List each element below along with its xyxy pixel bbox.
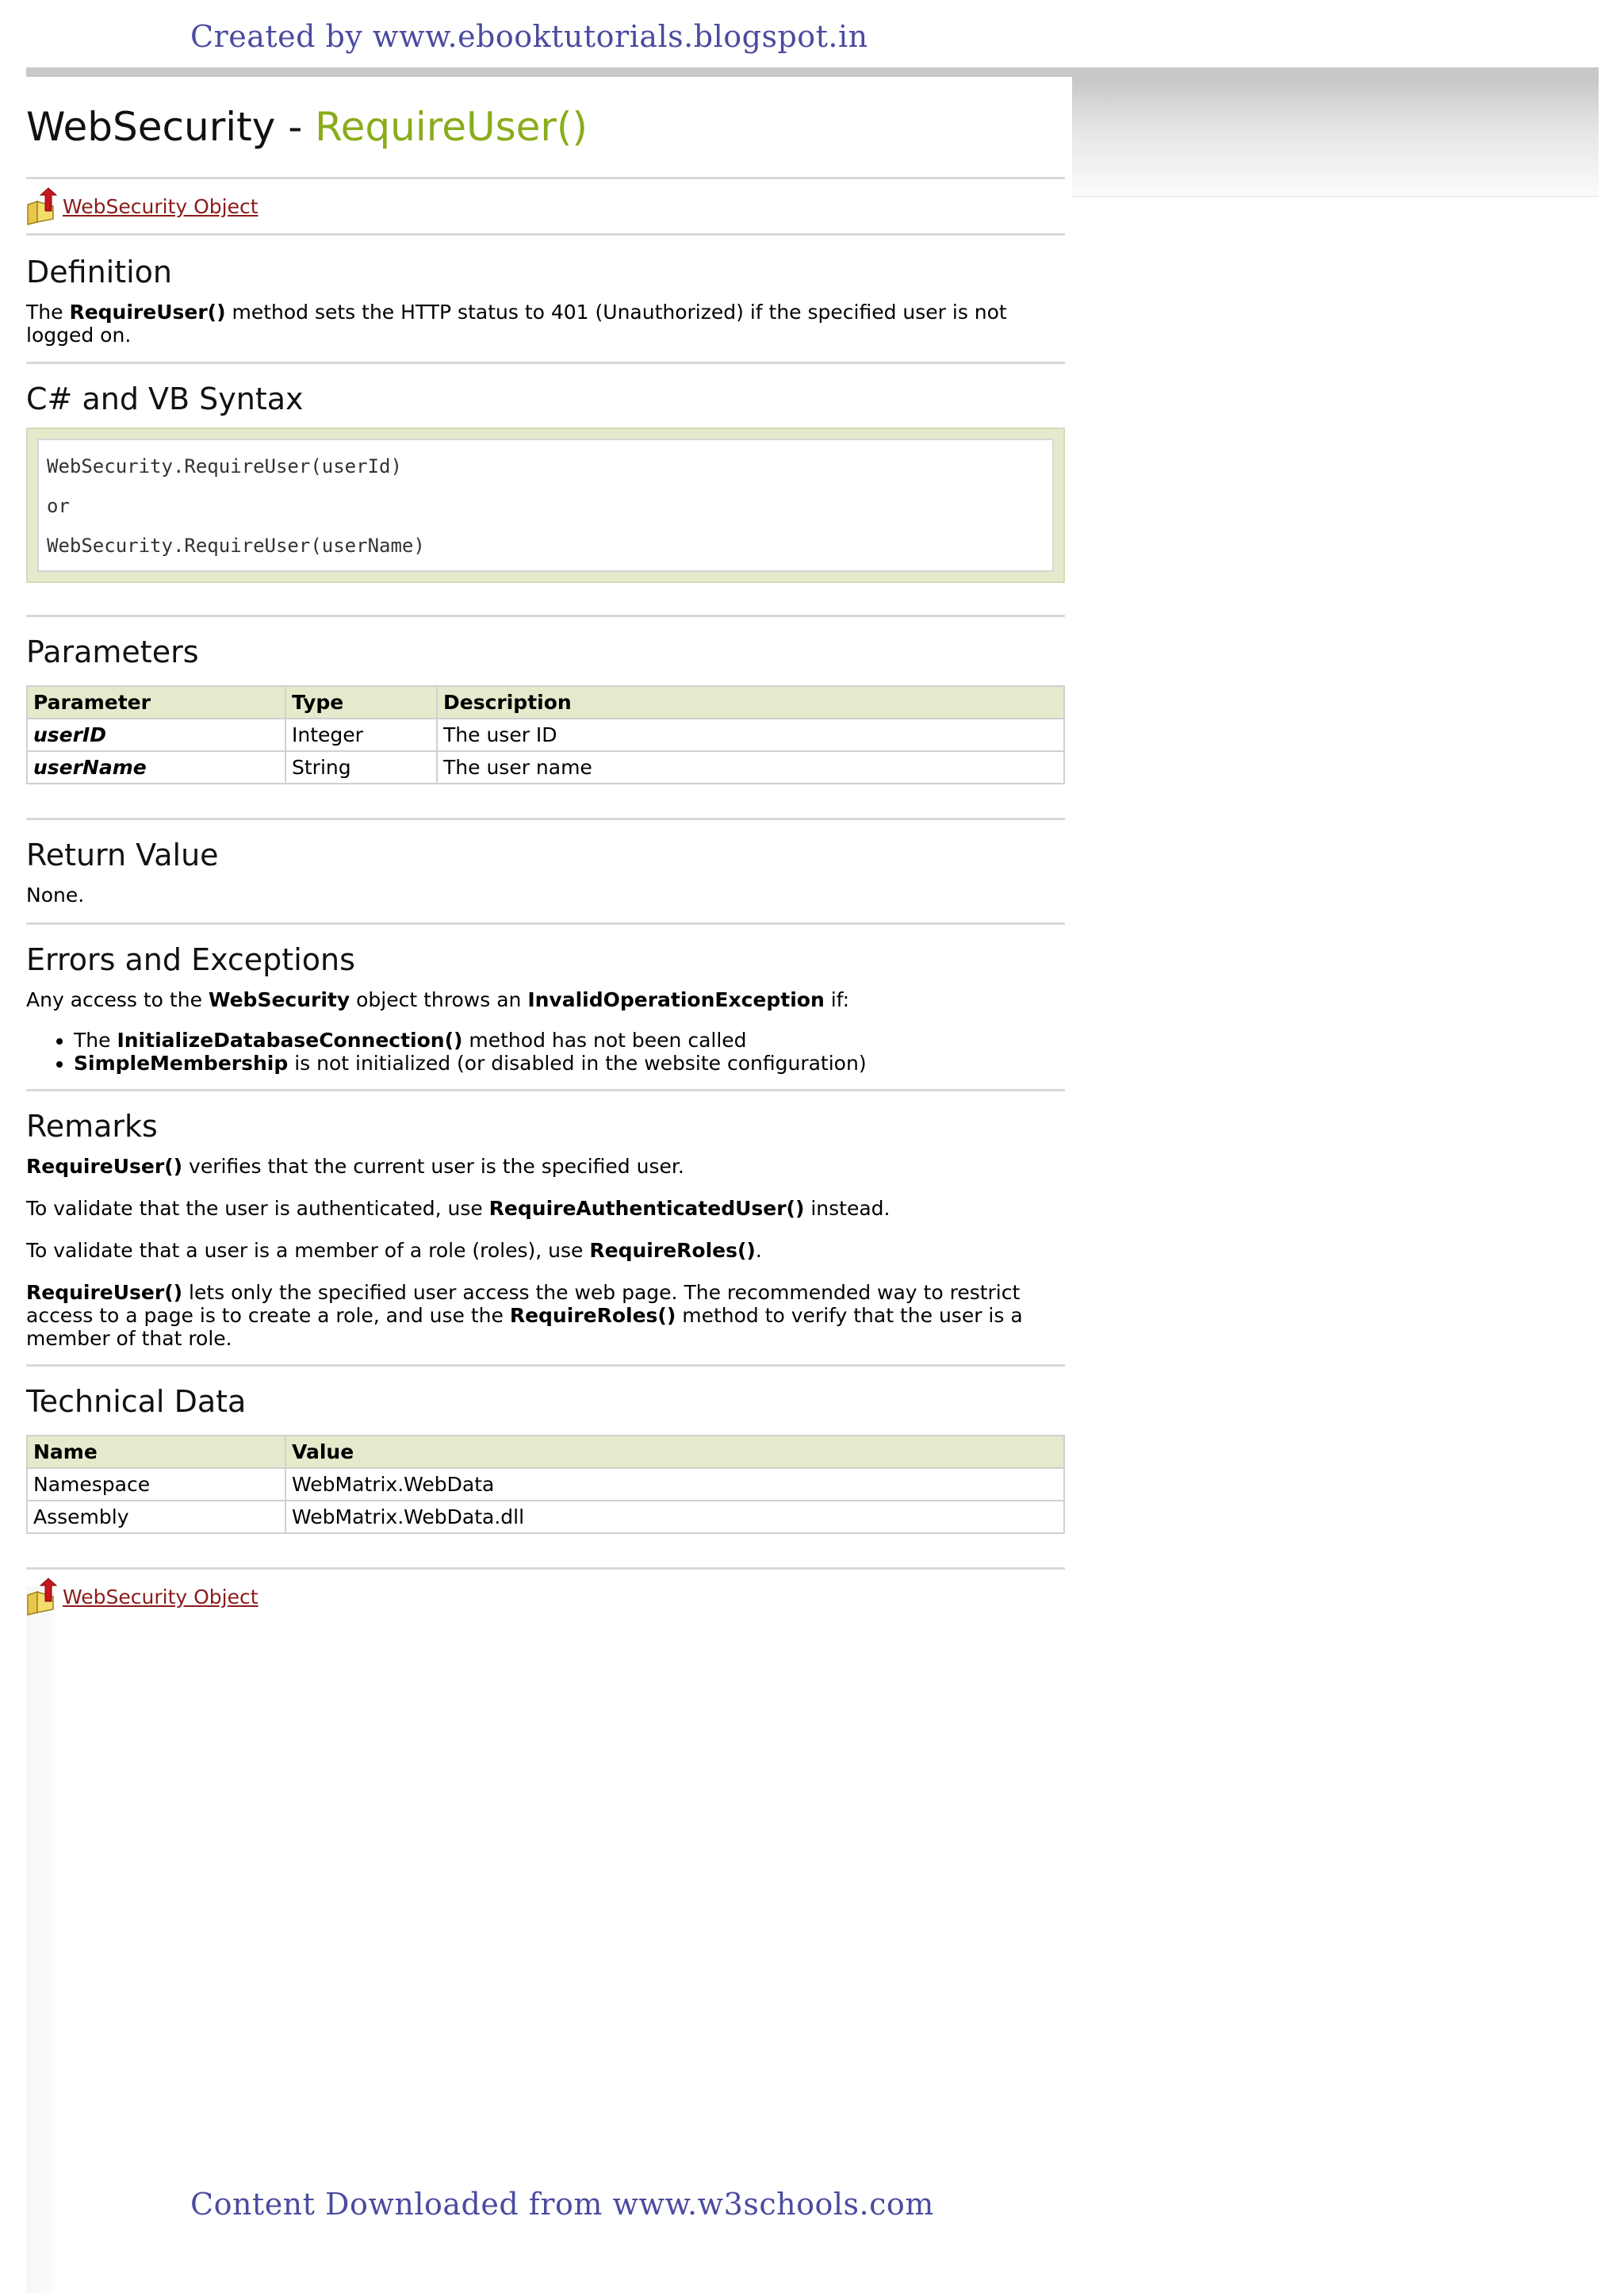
list-item	[74, 1029, 1065, 1052]
parameters-table	[26, 685, 1065, 784]
table-cell: Assembly	[27, 1501, 285, 1533]
technical-data-table	[26, 1435, 1065, 1534]
definition-heading: Definition	[26, 255, 173, 290]
text: Any access to the	[26, 988, 209, 1011]
technical-data-heading: Technical Data	[26, 1384, 247, 1419]
text-bold: RequireAuthenticatedUser()	[488, 1197, 805, 1220]
table-cell: String	[285, 751, 437, 784]
text-bold: RequireRoles()	[509, 1304, 676, 1327]
remarks-paragraph	[26, 1239, 1065, 1262]
table-cell: WebMatrix.WebData	[285, 1468, 1064, 1501]
definition-text	[26, 301, 1065, 347]
text: method sets the HTTP status to 401 (Unauthorized) if the specified user is not logged on.	[26, 301, 1007, 347]
text: method has not been called	[462, 1029, 747, 1052]
syntax-heading: C# and VB Syntax	[26, 382, 304, 416]
text: The	[26, 301, 70, 324]
text: object throws an	[350, 988, 528, 1011]
table-cell: Namespace	[27, 1468, 285, 1501]
text: To validate that the user is authenticated, use	[26, 1197, 489, 1220]
errors-list	[26, 1029, 1065, 1075]
watermark-top: Created by www.ebooktutorials.blogspot.in	[190, 19, 868, 54]
page-title-prefix: WebSecurity -	[26, 104, 316, 150]
text-bold: InitializeDatabaseConnection()	[117, 1029, 463, 1052]
syntax-line: WebSecurity.RequireUser(userId)	[47, 455, 402, 477]
return-value-heading: Return Value	[26, 838, 219, 872]
return-value-text: None.	[26, 884, 85, 907]
main-content	[26, 77, 1065, 1624]
table-row	[27, 719, 1064, 751]
table-header-row	[27, 686, 1064, 719]
remarks-paragraph	[26, 1155, 1065, 1178]
errors-intro	[26, 988, 1065, 1011]
text-bold: WebSecurity	[208, 988, 350, 1011]
text-bold: RequireRoles()	[589, 1239, 756, 1262]
remarks-paragraph	[26, 1281, 1065, 1350]
parameters-heading: Parameters	[26, 635, 199, 669]
text: lets only the specified user access the web page. The recommended way to restrict access to a page is to create a role, and use the	[26, 1281, 1021, 1327]
left-margin-shade	[26, 1586, 55, 2293]
remarks-paragraph	[26, 1197, 1065, 1220]
text: .	[755, 1239, 762, 1262]
right-header-shade	[1072, 77, 1599, 197]
param-name: userID	[33, 723, 107, 746]
text: instead.	[804, 1197, 891, 1220]
text: The	[74, 1029, 117, 1052]
nav-link-top[interactable]	[26, 179, 1065, 233]
column-header: Parameter	[27, 686, 285, 719]
text: is not initialized (or disabled in the website configuration)	[288, 1052, 867, 1075]
syntax-code	[37, 439, 1054, 572]
text: To validate that a user is a member of a role (roles), use	[26, 1239, 590, 1262]
remarks-heading: Remarks	[26, 1109, 158, 1144]
folder-up-icon	[26, 187, 61, 225]
column-header: Type	[285, 686, 437, 719]
text: method to verify that the user is a member of that role.	[26, 1304, 1023, 1350]
table-header-row	[27, 1436, 1064, 1468]
text-bold: SimpleMembership	[74, 1052, 289, 1075]
table-cell: The user name	[437, 751, 1064, 784]
text-bold: RequireUser()	[26, 1155, 183, 1178]
syntax-line: or	[47, 495, 70, 517]
watermark-bottom: Content Downloaded from www.w3schools.com	[190, 2187, 934, 2222]
websecurity-object-link[interactable]: WebSecurity Object	[63, 194, 259, 218]
syntax-box	[26, 428, 1065, 583]
text: verifies that the current user is the specified user.	[182, 1155, 684, 1178]
table-row	[27, 751, 1064, 784]
table-cell	[27, 719, 285, 751]
text: if:	[824, 988, 850, 1011]
table-cell: WebMatrix.WebData.dll	[285, 1501, 1064, 1533]
nav-link-bottom[interactable]	[26, 1570, 1065, 1624]
list-item	[74, 1052, 1065, 1075]
top-bar	[26, 67, 1599, 77]
page-title	[26, 77, 1065, 177]
column-header: Value	[285, 1436, 1064, 1468]
errors-heading: Errors and Exceptions	[26, 942, 355, 977]
column-header: Description	[437, 686, 1064, 719]
text-bold: RequireUser()	[26, 1281, 183, 1304]
column-header: Name	[27, 1436, 285, 1468]
table-cell: The user ID	[437, 719, 1064, 751]
page-title-accent: RequireUser()	[315, 104, 588, 150]
table-row	[27, 1501, 1064, 1533]
folder-up-icon	[26, 1578, 61, 1616]
text-bold: RequireUser()	[69, 301, 226, 324]
table-cell: Integer	[285, 719, 437, 751]
param-name: userName	[33, 756, 147, 779]
table-row	[27, 1468, 1064, 1501]
table-cell	[27, 751, 285, 784]
text-bold: InvalidOperationException	[527, 988, 825, 1011]
syntax-line: WebSecurity.RequireUser(userName)	[47, 535, 425, 557]
websecurity-object-link[interactable]: WebSecurity Object	[63, 1585, 259, 1609]
